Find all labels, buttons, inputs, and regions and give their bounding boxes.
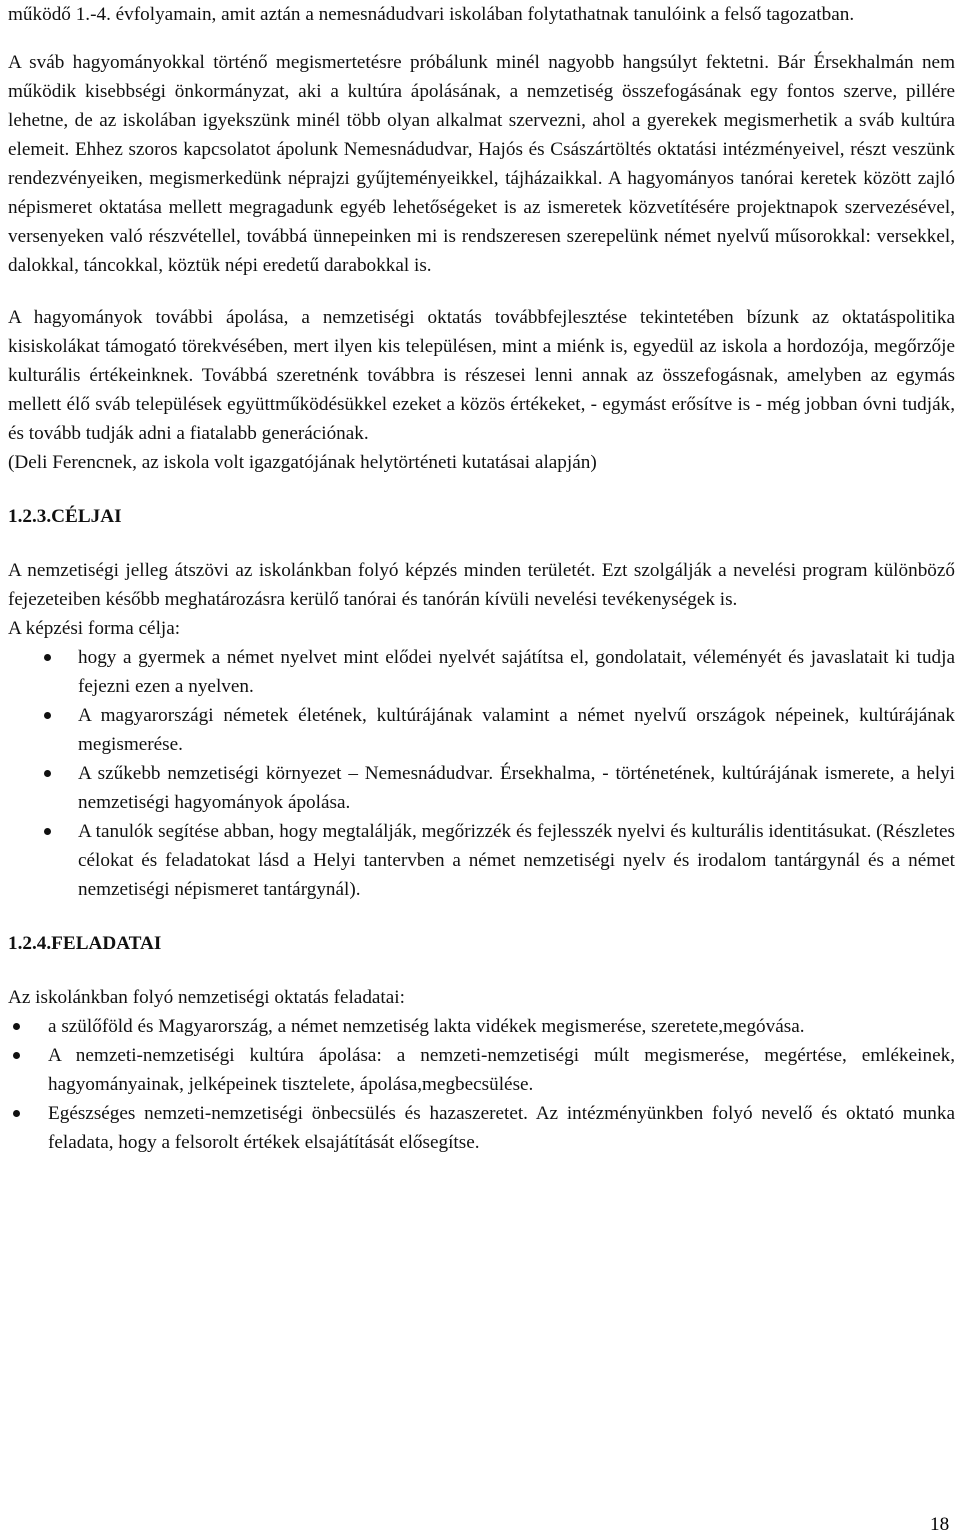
list-item (8, 1041, 955, 1099)
section-heading-celjai: 1.2.3.CÉLJAI (8, 506, 122, 527)
list-item (8, 1099, 955, 1157)
document-page (8, 0, 955, 1157)
list-item (8, 701, 955, 759)
intro-paragraph-2: A sváb hagyományokkal történő megismertetésre próbálunk minél nagyobb hangsúlyt fektetni. Bár Érsekhalmán nem működik kisebbségi önkormányzat, aki a kultúra ápolásának, a nemzetiség összefogásának egy fontos szerve, pillére lehetne, de az iskolában igyekszünk minél több olyan alkalmat szervezni, ahol a gyerekek megismerhetik a sváb kultúra elemeit. Ehhez szoros kapcsolatot ápolunk Nemesnádudvar, Hajós és Császártöltés oktatási intézményeivel, részt veszünk rendezvényeiken, megismerkedünk néprajzi gyűjteményeikkel, tájházaikkal. A hagyományos tanórai keretek között zajló népismeret oktatása mellett megragadunk egyéb lehetőségeket is az ismeretek közvetítésére projektnapok szervezésével, versenyeken való részvétellel, továbbá ünnepeinken mi is rendszeresen szerepelünk német nyelvű műsorokkal: versekkel, dalokkal, táncokkal, köztük népi eredetű darabokkal is. (8, 52, 955, 276)
intro-source-note: (Deli Ferencnek, az iskola volt igazgatójának helytörténeti kutatásai alapján) (8, 452, 597, 473)
list-item-text: Egészséges nemzeti-nemzetiségi önbecsülés és hazaszeretet. Az intézményünkben folyó nevelő és oktató munka feladata, hogy a felsorolt értékek elsajátítását elősegítse. (48, 1103, 955, 1153)
list-item-text: hogy a gyermek a német nyelvet mint elődei nyelvét sajátítsa el, gondolatait, véleményét és javaslatait ki tudja fejezni ezen a nyelven. (78, 647, 955, 697)
celjai-paragraph: A nemzetiségi jelleg átszövi az iskolánkban folyó képzés minden területét. Ezt szolgálják a nevelési program különböző fejezeteiben később meghatározásra kerülő tanórai és tanórán kívüli nevelési tevékenységek is. (8, 560, 955, 610)
list-item-text: A magyarországi németek életének, kultúrájának valamint a német nyelvű országok népeinek, kultúrájának megismerése. (78, 705, 955, 755)
intro-paragraph-1: működő 1.-4. évfolyamain, amit aztán a nemesnádudvari iskolában folytathatnak tanulóink a felső tagozatban. (8, 4, 855, 25)
list-item-text: A nemzeti-nemzetiségi kultúra ápolása: a nemzeti-nemzetiségi múlt megismerése, megértése, emlékeinek, hagyományainak, jelképeinek tisztelete, ápolása,megbecsülése. (48, 1045, 955, 1095)
spacer (8, 958, 955, 983)
section-heading-feladatai: 1.2.4.FELADATAI (8, 933, 162, 954)
celjai-list-intro: A képzési forma célja: (8, 618, 181, 639)
spacer (8, 29, 955, 48)
celjai-list (8, 643, 955, 904)
list-item (8, 643, 955, 701)
bullet-icon (44, 828, 51, 835)
bullet-icon (44, 654, 51, 661)
intro-paragraph-3: A hagyományok további ápolása, a nemzetiségi oktatás továbbfejlesztése tekintetében bízunk az oktatáspolitika kisiskolákat támogató törekvésében, mert ilyen kis településen, mint a miénk is, egyedül az iskola a hordozója, megőrzője kulturális értékeinknek. Továbbá szeretnénk továbbra is részesei lenni annak az összefogásnak, amelyben az egymás mellett élő sváb települések együttműködésükkel ezeket a közös értékeket, - egymást erősítve is - még jobban óvni tudják, és tovább tudják adni a fiatalabb generációnak. (8, 307, 955, 444)
bullet-icon (13, 1023, 20, 1030)
bullet-icon (44, 770, 51, 777)
spacer (8, 904, 955, 929)
spacer (8, 280, 955, 303)
list-item-text: a szülőföld és Magyarország, a német nemzetiség lakta vidékek megismerése, szeretete,megóvása. (48, 1016, 805, 1037)
list-item-text: A tanulók segítése abban, hogy megtalálják, megőrizzék és fejlesszék nyelvi és kulturális identitásukat. (Részletes célokat és feladatokat lásd a Helyi tantervben a német nemzetiségi nyelv és irodalom tantárgynál és a német nemzetiségi népismeret tantárgynál). (78, 821, 955, 900)
feladatai-list (8, 1012, 955, 1157)
list-item (8, 817, 955, 904)
list-item (8, 759, 955, 817)
spacer (8, 477, 955, 502)
spacer (8, 531, 955, 556)
bullet-icon (44, 712, 51, 719)
feladatai-list-intro: Az iskolánkban folyó nemzetiségi oktatás feladatai: (8, 987, 405, 1008)
list-item (8, 1012, 955, 1041)
bullet-icon (13, 1110, 20, 1117)
bullet-icon (13, 1052, 20, 1059)
page-number: 18 (930, 1514, 950, 1535)
list-item-text: A szűkebb nemzetiségi környezet – Nemesnádudvar. Érsekhalma, - történetének, kultúrájának ismerete, a helyi nemzetiségi hagyományok ápolása. (78, 763, 955, 813)
